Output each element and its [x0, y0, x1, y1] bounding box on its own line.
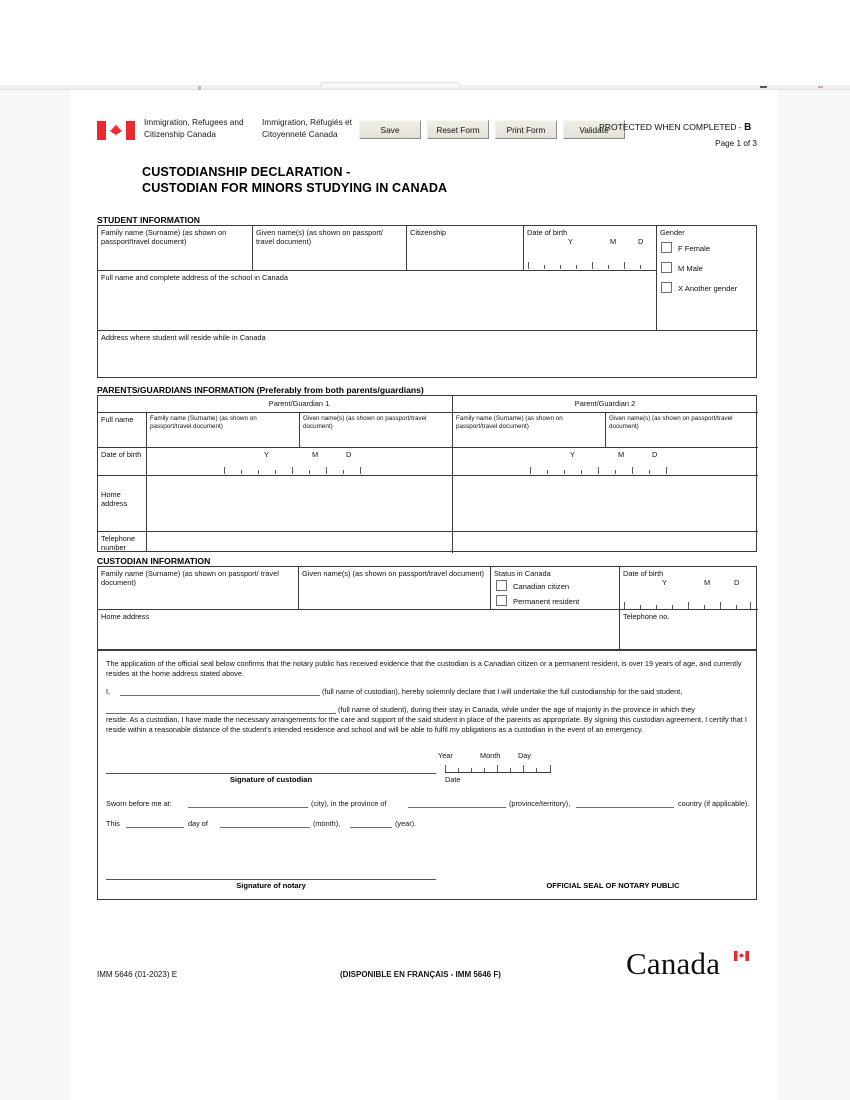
form-id-label: IMM 5646 (01-2023) E [97, 970, 178, 979]
section-heading-student: STUDENT INFORMATION [97, 215, 200, 225]
p1-given-name-label: Given name(s) (as shown on passport/travel document) [303, 415, 427, 430]
student-dob-input[interactable] [528, 262, 654, 269]
custodian-telephone-label: Telephone no. [623, 612, 670, 621]
student-full-name-input[interactable] [106, 713, 336, 714]
declaration-paragraph-1: The application of the official seal below confirms that the notary public has received evidence that the custodian is a Canadian citizen or a permanent resident, is over 19 years of age, and currently resides at the home address stated above. [106, 659, 742, 679]
viewer-close-icon[interactable] [818, 86, 823, 88]
parents-full-name-row-label: Full name [101, 415, 134, 424]
status-canadian-citizen-checkbox[interactable] [496, 580, 507, 591]
parent-guardian-1-header: Parent/Guardian 1 [268, 399, 330, 408]
student-gender-label: Gender [660, 228, 685, 237]
protected-text: PROTECTED WHEN COMPLETED - [599, 122, 745, 132]
custodian-dob-month-marker: M [704, 578, 711, 587]
protected-marking [599, 122, 751, 133]
date-label: Date [445, 775, 461, 784]
page-header [97, 117, 757, 159]
student-school-address-input[interactable] [99, 281, 655, 329]
declaration-paragraph-2: reside. As a custodian, I have made the necessary arrangements for the care and support of the said student in place of the parents as appropriate. By signing this custodian agreement, I certify that I reside within a reasonable distance of the student's intended residence and school and will be able to fulfil my obligations as a custodian in the event of an emergency. [106, 715, 747, 735]
form-toolbar [359, 120, 625, 139]
declaration-student-note: (full name of student), during their stay in Canada, while under the age of majority in the province in which they [338, 705, 695, 714]
p1-family-name-label: Family name (Surname) (as shown on passport/travel document) [150, 415, 257, 430]
custodian-status-label: Status in Canada [494, 569, 551, 578]
dob-day-marker: D [638, 237, 644, 246]
parents-home-address-row-label: Home address [101, 490, 128, 509]
student-family-name-label: Family name (Surname) (as shown on passport/travel document) [101, 228, 227, 247]
custodian-telephone-input[interactable] [620, 621, 756, 649]
sworn-city-note: (city), in the province of [311, 799, 387, 808]
custodian-home-address-label: Home address [101, 612, 150, 621]
declaration-i-label: I, [106, 687, 111, 696]
p2-telephone-input[interactable] [453, 532, 757, 552]
p2-dob-input[interactable] [530, 467, 666, 474]
validate-button[interactable]: Validate [563, 120, 625, 139]
custodian-signature-label: Signature of custodian [229, 775, 313, 784]
gender-another-checkbox[interactable] [661, 282, 672, 293]
viewer-gutter-left [0, 90, 70, 1100]
canada-wordmark: Canada [626, 946, 721, 981]
save-button[interactable]: Save [359, 120, 421, 139]
student-residence-address-label: Address where student will reside while in Canada [101, 333, 266, 342]
print-form-button[interactable]: Print Form [495, 120, 557, 139]
sworn-month-input[interactable] [220, 827, 310, 828]
section-heading-custodian: CUSTODIAN INFORMATION [97, 556, 211, 566]
student-given-name-label: Given name(s) (as shown on passport/ travel document) [256, 228, 383, 247]
p2-dob-month-marker: M [618, 450, 625, 459]
student-residence-address-input[interactable] [99, 342, 756, 377]
custodian-dob-label: Date of birth [623, 569, 664, 578]
student-information-table [97, 225, 757, 378]
p2-family-name-label: Family name (Surname) (as shown on passport/travel document) [456, 415, 563, 430]
sworn-prefix-label: Sworn before me at: [106, 799, 172, 808]
gender-female-label: F Female [678, 244, 711, 253]
status-canadian-citizen-label: Canadian citizen [513, 582, 570, 591]
p1-home-address-input[interactable] [147, 476, 451, 530]
student-dob-label: Date of birth [527, 228, 568, 237]
sworn-day-input[interactable] [126, 827, 184, 828]
declaration-block [97, 650, 757, 900]
official-seal-label: OFFICIAL SEAL OF NOTARY PUBLIC [546, 881, 680, 890]
sworn-country-note: country (if applicable). [678, 799, 750, 808]
canada-wordmark-flag-icon [734, 948, 749, 958]
dob-year-marker: Y [568, 237, 573, 246]
viewer-tab[interactable] [320, 82, 460, 88]
wordmark-english: Immigration, Refugees and Citizenship Canada [144, 117, 244, 139]
custodian-full-name-input[interactable] [120, 695, 320, 696]
parents-telephone-row-label: Telephone number [101, 534, 136, 553]
parent-guardian-2-header: Parent/Guardian 2 [574, 399, 636, 408]
parents-dob-row-label: Date of birth [101, 450, 142, 459]
notary-signature-label: Signature of notary [236, 881, 306, 890]
student-citizenship-label: Citizenship [410, 228, 447, 237]
gender-female-checkbox[interactable] [661, 242, 672, 253]
student-school-address-label: Full name and complete address of the school in Canada [101, 273, 288, 282]
custodian-given-name-label: Given name(s) (as shown on passport/travel document) [302, 569, 484, 578]
sworn-province-input[interactable] [408, 807, 506, 808]
date-year-marker: Year [438, 751, 453, 760]
gender-male-checkbox[interactable] [661, 262, 672, 273]
date-month-marker: Month [480, 751, 501, 760]
form-page [70, 90, 778, 1100]
viewer-gutter-right [778, 90, 850, 1100]
sworn-year-note: (year). [395, 819, 417, 828]
p2-given-name-label: Given name(s) (as shown on passport/travel document) [609, 415, 733, 430]
status-permanent-resident-label: Permanent resident [513, 597, 580, 606]
wordmark-french: Immigration, Réfugiés et Citoyenneté Canada [262, 117, 352, 139]
reset-form-button[interactable]: Reset Form [427, 120, 489, 139]
sworn-city-input[interactable] [188, 807, 308, 808]
sworn-province-note: (province/territory), [509, 799, 571, 808]
p1-dob-input[interactable] [224, 467, 360, 474]
page-title-line2: CUSTODIAN FOR MINORS STUDYING IN CANADA [142, 181, 448, 195]
custodian-family-name-label: Family name (Surname) (as shown on passport/ travel document) [101, 569, 279, 588]
custodian-signature-input[interactable] [106, 773, 436, 774]
canada-flag-icon [97, 121, 135, 145]
viewer-minimize-icon[interactable] [760, 86, 767, 88]
dob-month-marker: M [610, 237, 617, 246]
sworn-country-input[interactable] [576, 807, 674, 808]
custodian-date-input[interactable] [445, 761, 551, 773]
p1-telephone-input[interactable] [147, 532, 451, 552]
custodian-dob-input[interactable] [624, 602, 750, 609]
declaration-custodian-note: (full name of custodian), hereby solemnly declare that I will undertake the full custodianship for the said student, [322, 687, 683, 696]
french-version-note: (DISPONIBLE EN FRANÇAIS - IMM 5646 F) [340, 970, 501, 979]
date-day-marker: Day [518, 751, 531, 760]
divider [656, 226, 657, 330]
gender-another-label: X Another gender [678, 284, 738, 293]
protected-level: B [744, 122, 752, 133]
sworn-month-note: (month), [313, 819, 341, 828]
page-title-line1: CUSTODIANSHIP DECLARATION - [142, 165, 351, 179]
parents-guardians-table [97, 395, 757, 552]
custodian-information-table [97, 566, 757, 650]
page-title [142, 164, 447, 196]
custodian-dob-year-marker: Y [662, 578, 667, 587]
gender-male-label: M Male [678, 264, 703, 273]
p1-dob-day-marker: D [346, 450, 352, 459]
sworn-day-of-label: day of [188, 819, 208, 828]
divider [98, 447, 758, 448]
p1-dob-month-marker: M [312, 450, 319, 459]
sworn-this-label: This [106, 819, 120, 828]
custodian-dob-day-marker: D [734, 578, 740, 587]
section-heading-parents: PARENTS/GUARDIANS INFORMATION (Preferably from both parents/guardians) [97, 385, 424, 395]
sworn-year-input[interactable] [350, 827, 392, 828]
status-permanent-resident-checkbox[interactable] [496, 595, 507, 606]
p2-dob-day-marker: D [652, 450, 658, 459]
p1-dob-year-marker: Y [264, 450, 269, 459]
custodian-home-address-input[interactable] [99, 621, 617, 649]
p2-dob-year-marker: Y [570, 450, 575, 459]
notary-signature-input[interactable] [106, 879, 436, 880]
p2-home-address-input[interactable] [453, 476, 757, 530]
page-number: Page 1 of 3 [715, 139, 757, 148]
